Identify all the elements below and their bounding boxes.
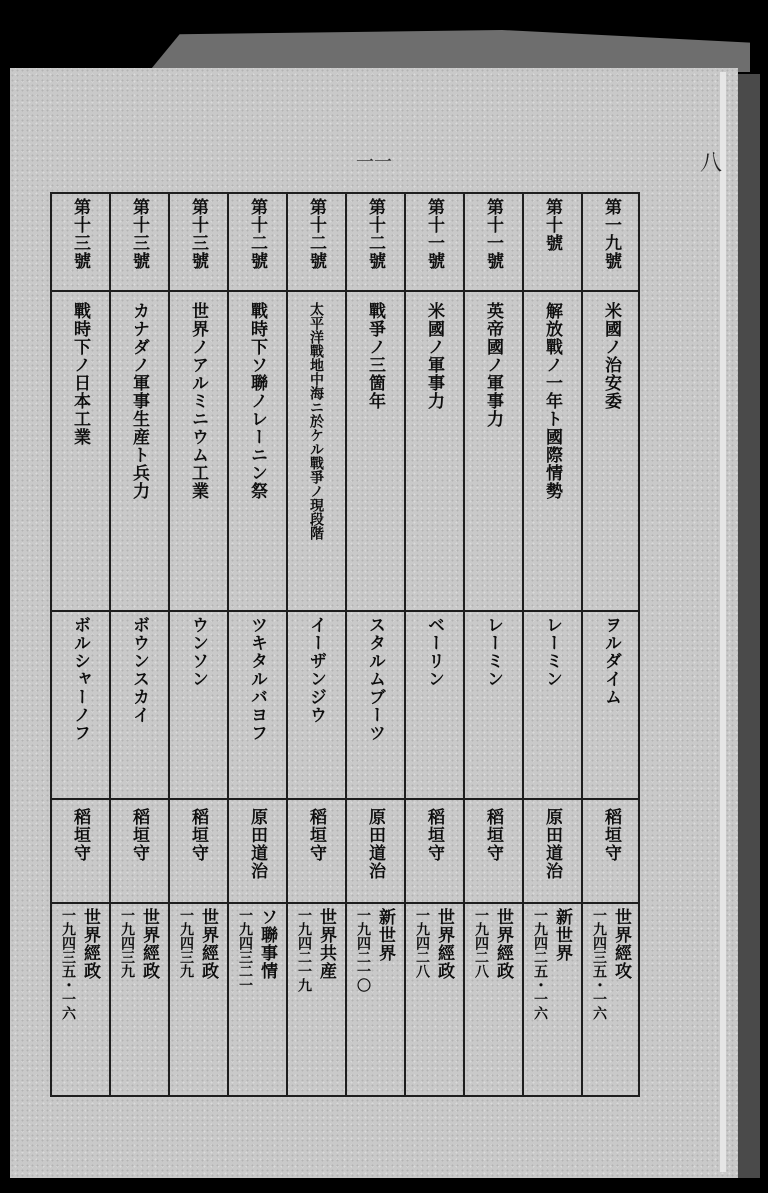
entry-source: 世界經政 <box>139 908 159 980</box>
entry-source: 世界經政 <box>198 908 218 980</box>
table-row <box>581 192 641 1097</box>
header-mark: 一一 <box>356 152 392 173</box>
entry-title: 米國ノ治安委 <box>601 302 621 410</box>
table-row <box>463 192 523 1097</box>
entry-date: 一九四三九 <box>119 908 135 978</box>
entry-number: 第十二號 <box>365 198 385 270</box>
entry-date: 一九四三五・一六 <box>591 908 607 1020</box>
index-table <box>50 192 640 1097</box>
entry-date: 一九四三二一 <box>237 908 253 992</box>
entry-translator: 稻垣守 <box>483 808 503 862</box>
entry-source: 世界共産 <box>316 908 336 980</box>
entry-author: ボウンスカイ <box>129 616 149 724</box>
entry-translator: 原田道治 <box>365 808 385 880</box>
table-row <box>522 192 582 1097</box>
table-row <box>227 192 287 1097</box>
entry-translator: 稻垣守 <box>601 808 621 862</box>
book-spine <box>738 74 760 1178</box>
entry-date: 一九四三五・一六 <box>60 908 76 1020</box>
entry-title: 戰爭ノ三箇年 <box>365 302 385 410</box>
entry-source: 世界經政 <box>80 908 100 980</box>
entry-date: 一九四二一九 <box>296 908 312 992</box>
entry-source: 世界經攻 <box>611 908 631 980</box>
entry-date: 一九四二五・一六 <box>532 908 548 1020</box>
entry-number: 第十二號 <box>247 198 267 270</box>
entry-date: 一九四二一〇 <box>355 908 371 992</box>
table-row <box>286 192 346 1097</box>
entry-translator: 原田道治 <box>542 808 562 880</box>
entry-title: 米國ノ軍事力 <box>424 302 444 410</box>
entry-title: 戰時下ノ日本工業 <box>70 302 90 446</box>
entry-date: 一九四二八 <box>473 908 489 978</box>
entry-translator: 稻垣守 <box>424 808 444 862</box>
entry-translator: 稻垣守 <box>129 808 149 862</box>
entry-author: ヲルダイム <box>601 616 621 706</box>
entry-source: 新世界 <box>375 908 395 962</box>
entry-title: 英帝國ノ軍事力 <box>483 302 503 428</box>
table-row <box>404 192 464 1097</box>
table-row <box>168 192 228 1097</box>
entry-number: 第十號 <box>542 198 562 252</box>
entry-translator: 稻垣守 <box>306 808 326 862</box>
entry-author: ツキタルバヨフ <box>247 616 267 742</box>
entry-number: 第十三號 <box>129 198 149 270</box>
entry-title: 太平洋戰地中海ニ於ケル戰爭ノ現段階 <box>308 302 324 540</box>
entry-author: ウンソン <box>188 616 208 688</box>
entry-number: 第十三號 <box>188 198 208 270</box>
entry-title: 解放戰ノ一年ト國際情勢 <box>542 302 562 500</box>
entry-source: ソ聯事情 <box>257 908 277 980</box>
entry-number: 第十一號 <box>483 198 503 270</box>
entry-number: 第一九號 <box>601 198 621 270</box>
entry-author: ボルシャーノフ <box>70 616 90 742</box>
entry-author: ベーリン <box>424 616 444 688</box>
page-edge <box>720 72 726 1172</box>
entry-source: 世界經政 <box>434 908 454 980</box>
table-row <box>345 192 405 1097</box>
entry-number: 第十二號 <box>306 198 326 270</box>
table-row <box>109 192 169 1097</box>
entry-author: スタルムブーツ <box>365 616 385 742</box>
entry-number: 第十一號 <box>424 198 444 270</box>
page-number: 八 <box>700 151 723 176</box>
entry-title: 世界ノアルミニウム工業 <box>188 302 208 500</box>
entry-title: 戰時下ソ聯ノレーニン祭 <box>247 302 267 500</box>
entry-source: 世界經政 <box>493 908 513 980</box>
entry-author: イーザンジウ <box>306 616 326 724</box>
book-top-edge <box>130 30 750 72</box>
entry-translator: 稻垣守 <box>70 808 90 862</box>
entry-number: 第十三號 <box>70 198 90 270</box>
entry-date: 一九四二八 <box>414 908 430 978</box>
entry-title: カナダノ軍事生産ト兵力 <box>129 302 149 500</box>
entry-translator: 稻垣守 <box>188 808 208 862</box>
entry-author: レーミン <box>483 616 503 688</box>
entry-source: 新世界 <box>552 908 572 962</box>
entry-date: 一九四三九 <box>178 908 194 978</box>
entry-translator: 原田道治 <box>247 808 267 880</box>
entry-author: レーミン <box>542 616 562 688</box>
table-row <box>50 192 110 1097</box>
